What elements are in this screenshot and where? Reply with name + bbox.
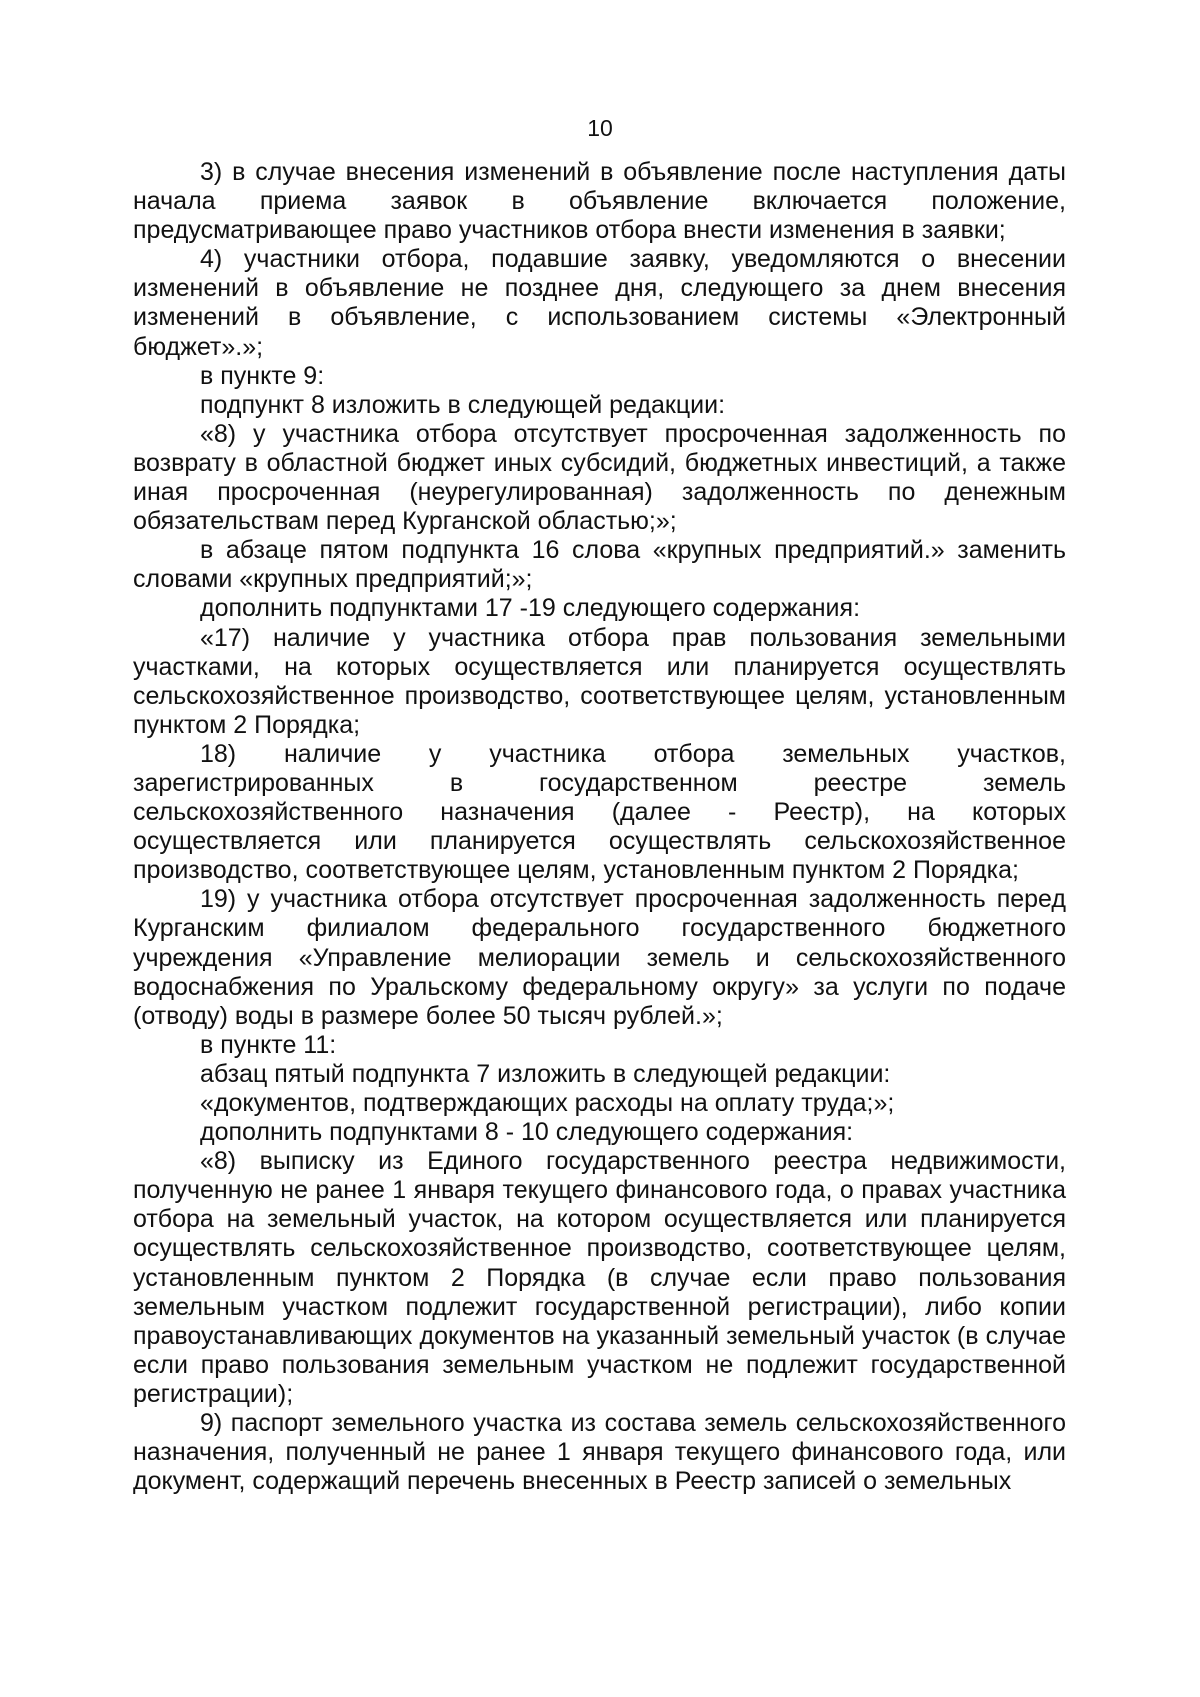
paragraph-subclause-8-text: «8) у участника отбора отсутствует просроченная задолженность по возврату в областной бюджет иных субсидий, бюджетных инвестиций, а также иная просроченная (неурегулированная) задолженность по денежным обязательствам перед Курганской областью;»; bbox=[133, 419, 1066, 536]
paragraph-subclause-16-instruction: в абзаце пятом подпункта 16 слова «крупных предприятий.» заменить словами «крупных предприятий;»; bbox=[133, 536, 1066, 594]
paragraph-subclause-17-text: «17) наличие у участника отбора прав пользования земельными участками, на которых осуществляется или планируется осуществлять сельскохозяйственное производство, соответствующее целям, установленным пунктом 2 Порядка; bbox=[133, 623, 1066, 739]
paragraph-subclause-7-instruction: абзац пятый подпункта 7 изложить в следующей редакции: bbox=[200, 1059, 891, 1088]
document-body bbox=[133, 158, 1066, 1496]
paragraph-clause-11-heading: в пункте 11: bbox=[200, 1030, 337, 1059]
paragraph-new-subclause-9-text: 9) паспорт земельного участка из состава земель сельскохозяйственного назначения, полученный не ранее 1 января текущего финансового года, или документ, содержащий перечень внесенных в Реестр записей о земельных bbox=[133, 1409, 1066, 1496]
paragraph-amendment-item-3: 3) в случае внесения изменений в объявление после наступления даты начала приема заявок в объявление включается положение, предусматривающее право участников отбора внести изменения в заявки; bbox=[133, 158, 1066, 245]
paragraph-subclauses-17-19-instruction: дополнить подпунктами 17 -19 следующего содержания: bbox=[200, 594, 861, 623]
paragraph-subclause-18-text: 18) наличие у участника отбора земельных участков, зарегистрированных в государственном реестре земель сельскохозяйственного назначения (далее - Реестр), на которых осуществляется или планируется осуществлять сельскохозяйственное производство, соответствующее целям, установленным пунктом 2 Порядка; bbox=[133, 739, 1066, 885]
paragraph-subclause-7-text: «документов, подтверждающих расходы на оплату труда;»; bbox=[200, 1089, 895, 1117]
paragraph-new-subclause-8-text: «8) выписку из Единого государственного реестра недвижимости, полученную не ранее 1 января текущего финансового года, о правах участника отбора на земельный участок, на котором осуществляется или планируется осуществлять сельскохозяйственное производство, соответствующее целям, установленным пунктом 2 Порядка (в случае если право пользования земельным участком подлежит государственной регистрации), либо копии правоустанавливающих документов на указанный земельный участок (в случае если право пользования земельным участком не подлежит государственной регистрации); bbox=[133, 1147, 1066, 1408]
paragraph-subclause-19-text: 19) у участника отбора отсутствует просроченная задолженность перед Курганским филиалом федерального государственного бюджетного учреждения «Управление мелиорации земель и сельскохозяйственного водоснабжения по Уральскому федеральному округу» за услуги по подаче (отводу) воды в размере более 50 тысяч рублей.»; bbox=[133, 885, 1066, 1030]
paragraph-subclause-8-instruction: подпункт 8 изложить в следующей редакции: bbox=[200, 390, 726, 419]
paragraph-amendment-item-4: 4) участники отбора, подавшие заявку, уведомляются о внесении изменений в объявление не позднее дня, следующего за днем внесения изменений в объявление, с использованием системы «Электронный бюджет».»; bbox=[133, 245, 1066, 361]
paragraph-clause-9-heading: в пункте 9: bbox=[200, 361, 325, 390]
page-number: 10 bbox=[587, 115, 613, 141]
paragraph-subclauses-8-10-instruction: дополнить подпунктами 8 - 10 следующего содержания: bbox=[200, 1118, 854, 1147]
